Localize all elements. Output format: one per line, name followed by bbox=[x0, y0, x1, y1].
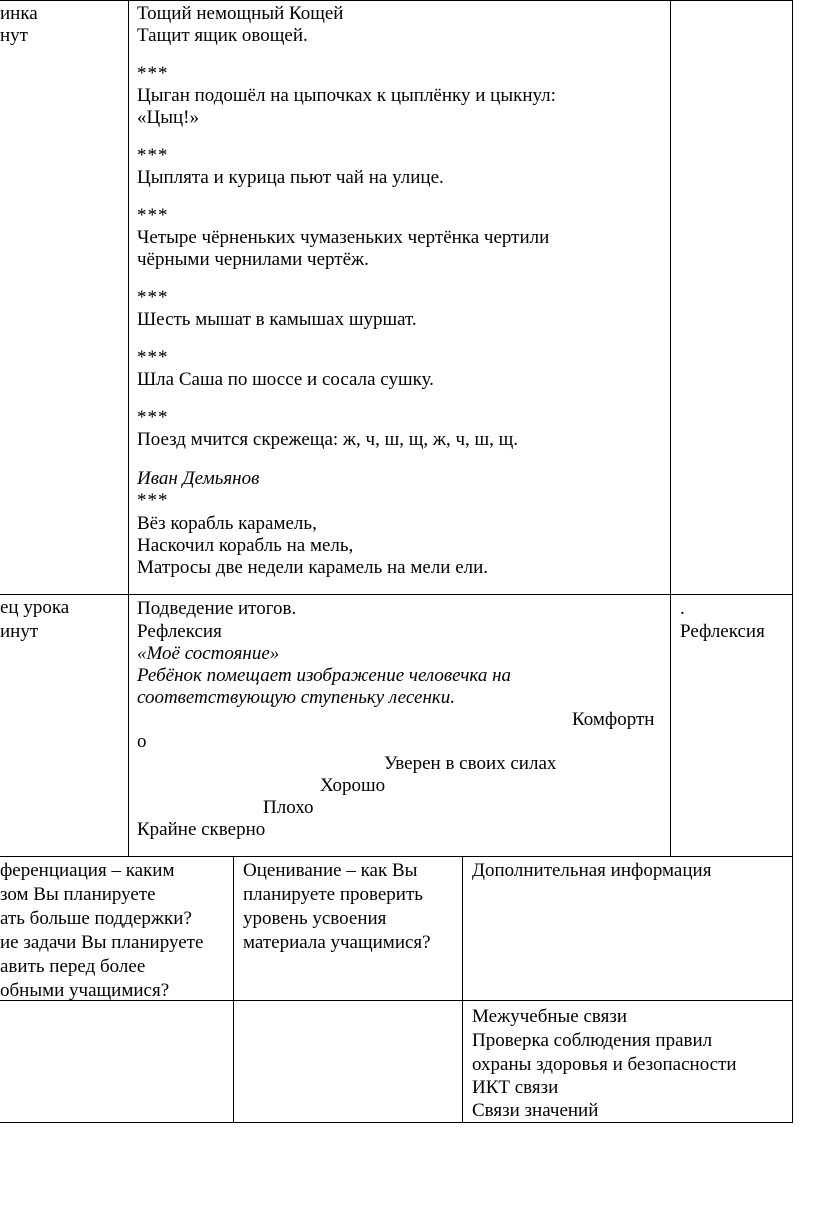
cross-subject-links: Межучебные связи bbox=[472, 1006, 628, 1027]
ladder-step-comfortable: Комфортн bbox=[572, 709, 655, 730]
ladder-step-bad: Плохо bbox=[263, 797, 314, 818]
summary-text: Подведение итогов. bbox=[137, 598, 297, 619]
verse2-line1: Цыган подошёл на цыпочках к цыплёнку и цыкнул: bbox=[137, 85, 556, 106]
ladder-step-very-bad: Крайне скверно bbox=[137, 819, 266, 840]
verse8-line3: Матросы две недели карамель на мели ели. bbox=[137, 557, 489, 578]
instruction-line1: Ребёнок помещает изображение человечка на bbox=[137, 665, 512, 686]
separator: *** bbox=[137, 407, 169, 428]
differentiation-line5: авить перед более bbox=[0, 956, 146, 977]
instruction-line2: соответствующую ступеньку лесенки. bbox=[137, 687, 456, 708]
ladder-step-good: Хорошо bbox=[320, 775, 386, 796]
col-divider-2 bbox=[670, 0, 671, 857]
ladder-step-comfortable-end: о bbox=[137, 731, 147, 752]
value-links: Связи значений bbox=[472, 1100, 599, 1121]
differentiation-line6: обными учащимися? bbox=[0, 980, 170, 1001]
row2-right-dot: . bbox=[680, 598, 685, 619]
separator: *** bbox=[137, 287, 169, 308]
col-divider-1 bbox=[128, 0, 129, 857]
verse8-line2: Наскочил корабль на мель, bbox=[137, 535, 354, 556]
verse4-line1: Четыре чёрненьких чумазеньких чертёнка чертили bbox=[137, 227, 550, 248]
table-right-border bbox=[792, 0, 793, 1123]
row1-bottom-border bbox=[0, 594, 793, 595]
row1-left-label-2: нут bbox=[0, 25, 28, 46]
verse2-line2: «Цыц!» bbox=[137, 107, 199, 128]
col-divider-3 bbox=[233, 856, 234, 1123]
table-top-border bbox=[0, 0, 793, 1]
row1-left-label-1: инка bbox=[0, 3, 38, 24]
verse5: Шесть мышат в камышах шуршат. bbox=[137, 309, 417, 330]
assessment-line3: уровень усвоения bbox=[243, 908, 387, 929]
verse-author: Иван Демьянов bbox=[137, 468, 260, 489]
separator: *** bbox=[137, 490, 169, 511]
assessment-line1: Оценивание – как Вы bbox=[243, 860, 418, 881]
row2-left-label-2: инут bbox=[0, 621, 39, 642]
differentiation-line2: зом Вы планируете bbox=[0, 884, 156, 905]
ladder-step-confident: Уверен в своих силах bbox=[384, 753, 557, 774]
differentiation-line3: ать больше поддержки? bbox=[0, 908, 192, 929]
assessment-line4: материала учащимися? bbox=[243, 932, 431, 953]
row2-right-reflection: Рефлексия bbox=[680, 621, 765, 642]
verse1-line1: Тощий немощный Кощей bbox=[137, 3, 344, 24]
safety-check-line2: охраны здоровья и безопасности bbox=[472, 1054, 737, 1075]
verse3: Цыплята и курица пьют чай на улице. bbox=[137, 167, 444, 188]
row2-left-label-1: ец урока bbox=[0, 597, 70, 618]
separator: *** bbox=[137, 145, 169, 166]
state-title: «Моё состояние» bbox=[137, 643, 280, 664]
differentiation-line1: ференциация – каким bbox=[0, 860, 175, 881]
table-bottom-border bbox=[0, 1122, 793, 1123]
differentiation-line4: ие задачи Вы планируете bbox=[0, 932, 204, 953]
reflection-text: Рефлексия bbox=[137, 621, 222, 642]
separator: *** bbox=[137, 347, 169, 368]
verse8-line1: Вёз корабль карамель, bbox=[137, 513, 317, 534]
additional-info-header: Дополнительная информация bbox=[472, 860, 712, 881]
ict-links: ИКТ связи bbox=[472, 1077, 559, 1098]
safety-check-line1: Проверка соблюдения правил bbox=[472, 1030, 713, 1051]
verse1-line2: Тащит ящик овощей. bbox=[137, 25, 308, 46]
separator: *** bbox=[137, 63, 169, 84]
separator: *** bbox=[137, 205, 169, 226]
verse7: Поезд мчится скрежеща: ж, ч, ш, щ, ж, ч, ш, щ. bbox=[137, 429, 519, 450]
verse6: Шла Саша по шоссе и сосала сушку. bbox=[137, 369, 434, 390]
col-divider-4 bbox=[462, 856, 463, 1123]
row2-bottom-border bbox=[0, 856, 793, 857]
verse4-line2: чёрными чернилами чертёж. bbox=[137, 249, 369, 270]
assessment-line2: планируете проверить bbox=[243, 884, 423, 905]
